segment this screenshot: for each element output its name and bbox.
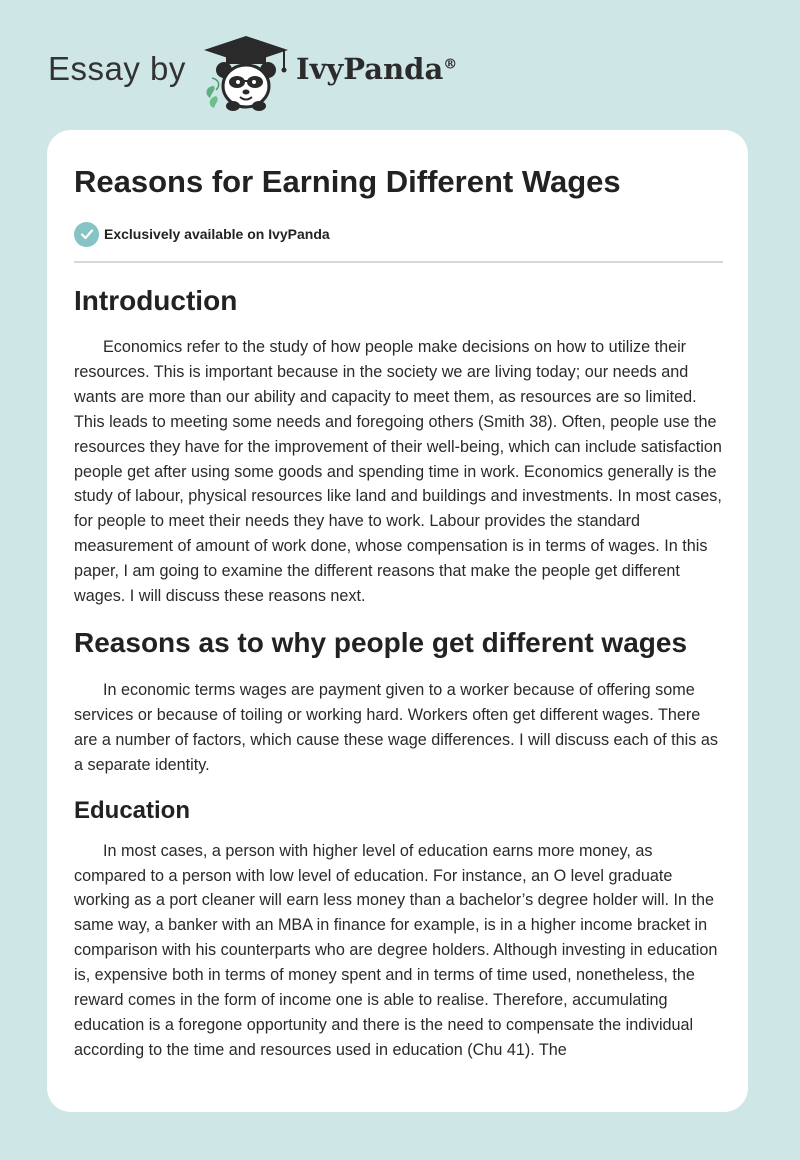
- exclusive-badge-text: Exclusively available on IvyPanda: [104, 226, 330, 242]
- panda-logo-icon[interactable]: [200, 34, 292, 112]
- registered-mark: ®: [443, 56, 458, 73]
- exclusive-badge: [74, 221, 330, 247]
- check-circle-icon: [74, 222, 99, 247]
- section-paragraph-education: In most cases, a person with higher level of education earns more money, as compared to a person with low level of education. For instance, an O level graduate working as a port cleaner will earn less money than a bachelor’s degree holder will. In the same way, a banker with an MBA in finance for example, is in a higher income bracket in comparison with his counterparts who are degree holders. Although investing in education is, expensive both in terms of money spent and in terms of time used, nonetheless, the reward comes in the form of income one is able to realise. Therefore, accumulating education is a foregone opportunity and there is the need to compensate the individual according to the time and resources used in education (Chu 41). The: [74, 841, 718, 1059]
- section-heading-introduction: Introduction: [74, 285, 238, 316]
- section-paragraph-reasons: In economic terms wages are payment given to a worker because of offering some services or because of toiling or working hard. Workers often get different wages. There are a number of factors, which cause these wage differences. I will discuss each of this as a separate identity.: [74, 680, 718, 774]
- section-paragraph-introduction: Economics refer to the study of how people make decisions on how to utilize their resources. This is important because in the society we are living today; our needs and wants are more than our ability and capacity to meet them, as resources are so limited. This leads to meeting some needs and foregoing others (Smith 38). Often, people use the resources they have for the improvement of their well-being, which can include satisfaction people get after using some goods and spending time in work. Economics generally is the study of labour, physical resources like land and buildings and investments. In most cases, for people to meet their needs they have to work. Labour provides the standard measurement of amount of work done, whose compensation is in terms of wages. In this paper, I am going to examine the different reasons that make the people get different wages. I will discuss these reasons next.: [74, 338, 722, 606]
- title-divider: [74, 261, 723, 263]
- site-header: [0, 0, 800, 130]
- section-heading-education: Education: [74, 796, 191, 824]
- essay-title: Reasons for Earning Different Wages: [74, 164, 621, 199]
- brand-name: IvyPanda®: [296, 52, 458, 86]
- section-heading-reasons: Reasons as to why people get different wages: [74, 626, 688, 658]
- essay-body: [74, 282, 724, 1063]
- brand-prefix: Essay by: [48, 50, 186, 87]
- essay-card: [47, 130, 748, 1112]
